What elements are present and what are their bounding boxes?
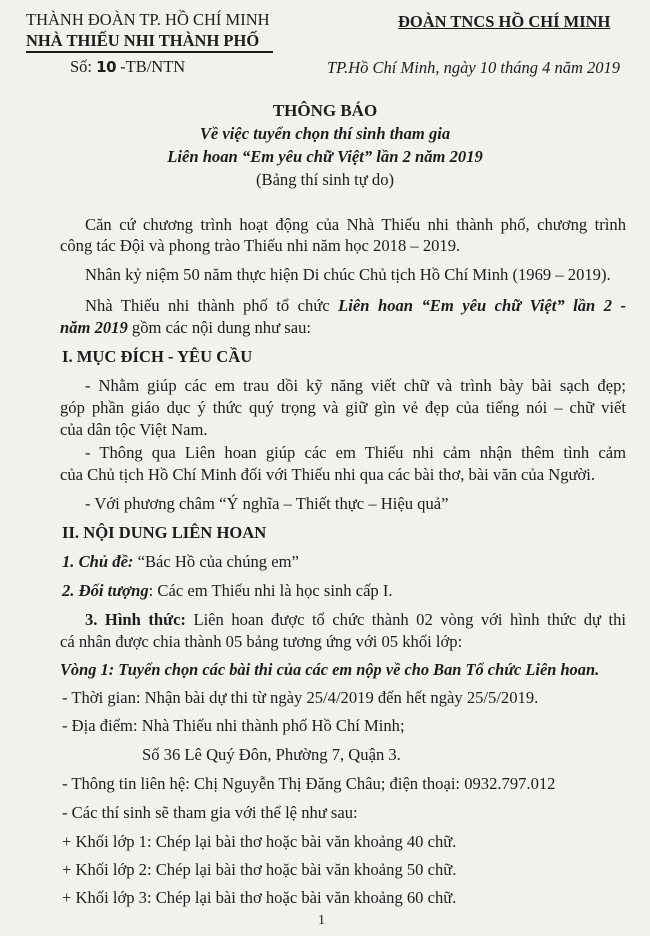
union-name: ĐOÀN TNCS HỒ CHÍ MINH	[398, 12, 611, 31]
org-underline	[26, 51, 273, 53]
section-1-bullet-3: - Với phương châm “Ý nghĩa – Thiết thực – Hiệu quả”	[85, 494, 449, 513]
round-1-place: - Địa điểm: Nhà Thiếu nhi thành phố Hồ Chí Minh;	[62, 716, 405, 735]
section-2-item-1: 1. Chủ đề: “Bác Hồ của chúng em”	[62, 552, 299, 571]
notice-subtitle-2: Liên hoan “Em yêu chữ Việt” lần 2 năm 2019	[167, 147, 483, 166]
number-prefix: Số:	[70, 57, 97, 76]
section-2-item-3-line1: 3. Hình thức: Liên hoan được tổ chức thành 02 vòng với hình thức dự thi	[85, 610, 626, 629]
round-1-grade-3: + Khối lớp 3: Chép lại bài thơ hoặc bài văn khoảng 60 chữ.	[62, 888, 457, 907]
section-1-bullet-1-line2: góp phần giáo dục ý thức quý trọng và giữ gìn vẻ đẹp của tiếng nói – chữ viết	[60, 398, 626, 417]
round-1-time: - Thời gian: Nhận bài dự thi từ ngày 25/4/2019 đến hết ngày 25/5/2019.	[62, 688, 539, 707]
intro-p2: Nhân kỷ niệm 50 năm thực hiện Di chúc Chủ tịch Hồ Chí Minh (1969 – 2019).	[85, 265, 611, 284]
intro-p1-line1: Căn cứ chương trình hoạt động của Nhà Thiếu nhi thành phố, chương trình	[85, 215, 626, 234]
round-1-grade-2: + Khối lớp 2: Chép lại bài thơ hoặc bài văn khoảng 50 chữ.	[62, 860, 457, 879]
section-1-bullet-2-line1: - Thông qua Liên hoan giúp các em Thiếu nhi cảm nhận thêm tình cảm	[85, 443, 626, 462]
section-2-heading: II. NỘI DUNG LIÊN HOAN	[62, 523, 267, 542]
notice-subtitle-1: Về việc tuyển chọn thí sinh tham gia	[199, 124, 451, 143]
section-1-heading: I. MỤC ĐÍCH - YÊU CẦU	[62, 347, 253, 366]
round-1-grade-1: + Khối lớp 1: Chép lại bài thơ hoặc bài văn khoảng 40 chữ.	[62, 832, 457, 851]
page-number: 1	[318, 913, 325, 928]
section-1-bullet-1-line1: - Nhằm giúp các em trau dồi kỹ năng viết chữ và trình bày bài sạch đẹp;	[85, 376, 626, 395]
intro-p1-line2: công tác Đội và phong trào Thiếu nhi năm học 2018 – 2019.	[60, 236, 461, 255]
document-number	[70, 57, 185, 77]
org-name-line1: THÀNH ĐOÀN TP. HỒ CHÍ MINH	[26, 10, 270, 29]
round-1-address: Số 36 Lê Quý Đôn, Phường 7, Quận 3.	[142, 745, 401, 764]
intro-p3-line2: năm 2019 gồm các nội dung như sau:	[60, 318, 311, 337]
section-2-item-3-line2: cá nhân được chia thành 05 bảng tương ứng với 05 khối lớp:	[60, 632, 463, 651]
intro-p3-line1: Nhà Thiếu nhi thành phố tổ chức Liên hoan “Em yêu chữ Việt” lần 2 -	[85, 296, 627, 315]
round-1-heading: Vòng 1: Tuyển chọn các bài thi của các em nộp về cho Ban Tổ chức Liên hoan.	[60, 660, 600, 679]
org-name-line2: NHÀ THIẾU NHI THÀNH PHỐ	[26, 31, 260, 50]
date-line: TP.Hồ Chí Minh, ngày 10 tháng 4 năm 2019	[327, 58, 621, 77]
round-1-rules-intro: - Các thí sinh sẽ tham gia với thể lệ như sau:	[62, 803, 358, 822]
handwritten-number: 10	[96, 58, 117, 76]
notice-title: THÔNG BÁO	[272, 101, 378, 120]
round-1-contact: - Thông tin liên hệ: Chị Nguyễn Thị Đăng Châu; điện thoại: 0932.797.012	[62, 774, 556, 793]
section-1-bullet-1-line3: của dân tộc Việt Nam.	[60, 420, 208, 439]
notice-subtitle-3: (Bảng thí sinh tự do)	[255, 170, 395, 189]
section-1-bullet-2-line2: của Chủ tịch Hồ Chí Minh đối với Thiếu nhi qua các bài thơ, bài văn của Người.	[60, 465, 596, 484]
number-suffix: -TB/NTN	[116, 57, 186, 76]
section-2-item-2: 2. Đối tượng: Các em Thiếu nhi là học sinh cấp I.	[62, 581, 393, 600]
